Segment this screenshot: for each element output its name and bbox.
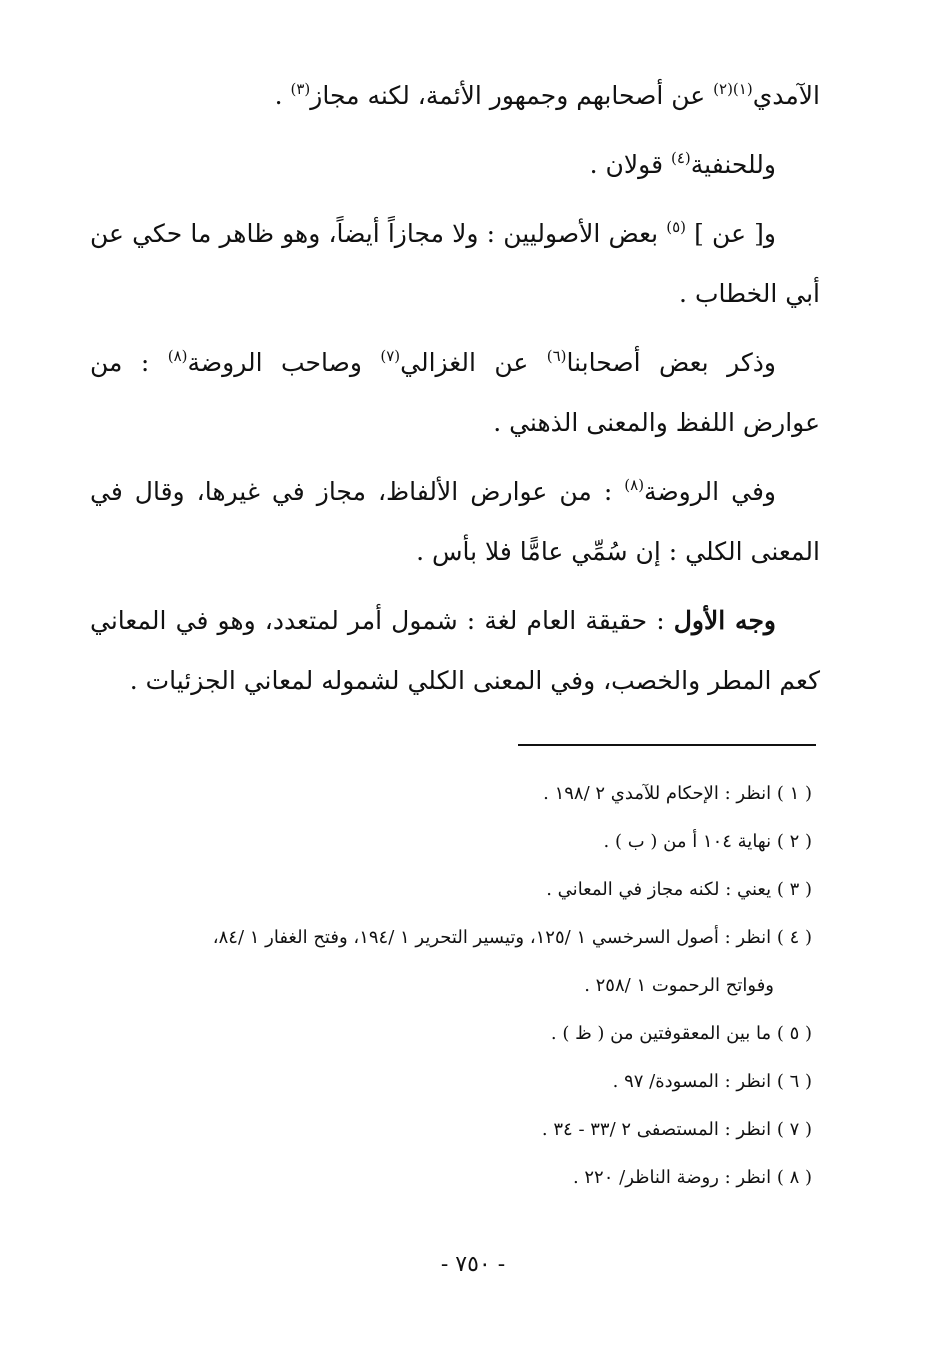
paragraph-text: الآمدي: [752, 81, 820, 110]
paragraph-text: .: [274, 81, 291, 110]
footnote-ref[interactable]: (٦): [546, 347, 567, 365]
paragraph-text: : من عوارض اللفظ والمعنى الذهني .: [90, 348, 820, 437]
paragraph-text: و[ عن ]: [686, 219, 776, 248]
footnote-6: ( ٦ ) انظر : المسودة/ ٩٧ .: [612, 1071, 812, 1092]
footnote-7: ( ٧ ) انظر : المستصفى ٢ /٣٣ - ٣٤ .: [541, 1119, 812, 1140]
footnote-ref[interactable]: (٣): [290, 80, 311, 98]
footnote-5: ( ٥ ) ما بين المعقوفتين من ( ظ ) .: [550, 1023, 812, 1044]
footnote-ref[interactable]: (١)(٢): [713, 80, 753, 98]
paragraph-text: قولان .: [589, 150, 671, 179]
paragraph-text: وذكر بعض أصحابنا: [566, 348, 776, 377]
paragraph-3: [90, 204, 820, 324]
footnote-ref[interactable]: (٧): [380, 347, 401, 365]
footnote-divider: [518, 744, 816, 746]
paragraph-text: عن الغزالي: [400, 348, 547, 377]
footnote-8: ( ٨ ) انظر : روضة الناظر/ ٢٢٠ .: [572, 1167, 812, 1188]
footnote-ref[interactable]: (٨): [624, 476, 645, 494]
paragraph-text: عن أصحابهم وجمهور الأئمة، لكنه مجاز: [310, 81, 714, 110]
main-text: [90, 66, 820, 720]
page-number: - ٧٥٠ -: [440, 1252, 506, 1277]
footnote-4-continued: وفواتح الرحموت ١ /٢٥٨ .: [584, 975, 774, 996]
footnote-3: ( ٣ ) يعني : لكنه مجاز في المعاني .: [546, 879, 812, 900]
paragraph-1: [90, 66, 820, 126]
footnote-ref[interactable]: (٨): [167, 347, 188, 365]
paragraph-5: [90, 462, 820, 582]
footnote-4: ( ٤ ) انظر : أصول السرخسي ١ /١٢٥، وتيسير التحرير ١ /١٩٤، وفتح الغفار ١ /٨٤،: [212, 927, 812, 948]
paragraph-text: وللحنفية: [690, 150, 776, 179]
paragraph-2: [90, 135, 820, 195]
footnote-1: ( ١ ) انظر : الإحكام للآمدي ٢ /١٩٨ .: [543, 783, 812, 804]
paragraph-text: : حقيقة العام لغة : شمول أمر لمتعدد، وهو في المعاني كعم المطر والخصب، وفي المعنى الكلي لشموله لمعاني الجزئيات .: [90, 606, 820, 695]
paragraph-text: وصاحب الروضة: [187, 348, 381, 377]
paragraph-4: [90, 333, 820, 453]
paragraph-text: وفي الروضة: [644, 477, 776, 506]
footnotes: [86, 770, 812, 1202]
paragraph-text: : من عوارض الألفاظ، مجاز في غيرها، وقال في المعنى الكلي : إن سُمِّي عامًّا فلا بأس .: [90, 477, 820, 566]
paragraph-6: [90, 591, 820, 711]
footnote-ref[interactable]: (٥): [666, 218, 687, 236]
footnote-2: ( ٢ ) نهاية ١٠٤ أ من ( ب ) .: [603, 831, 812, 852]
footnote-ref[interactable]: (٤): [670, 149, 691, 167]
paragraph-text: بعض الأصوليين : ولا مجازاً أيضاً، وهو ظاهر ما حكي عن أبي الخطاب .: [90, 219, 820, 308]
paragraph-heading: وجه الأول: [673, 606, 776, 635]
